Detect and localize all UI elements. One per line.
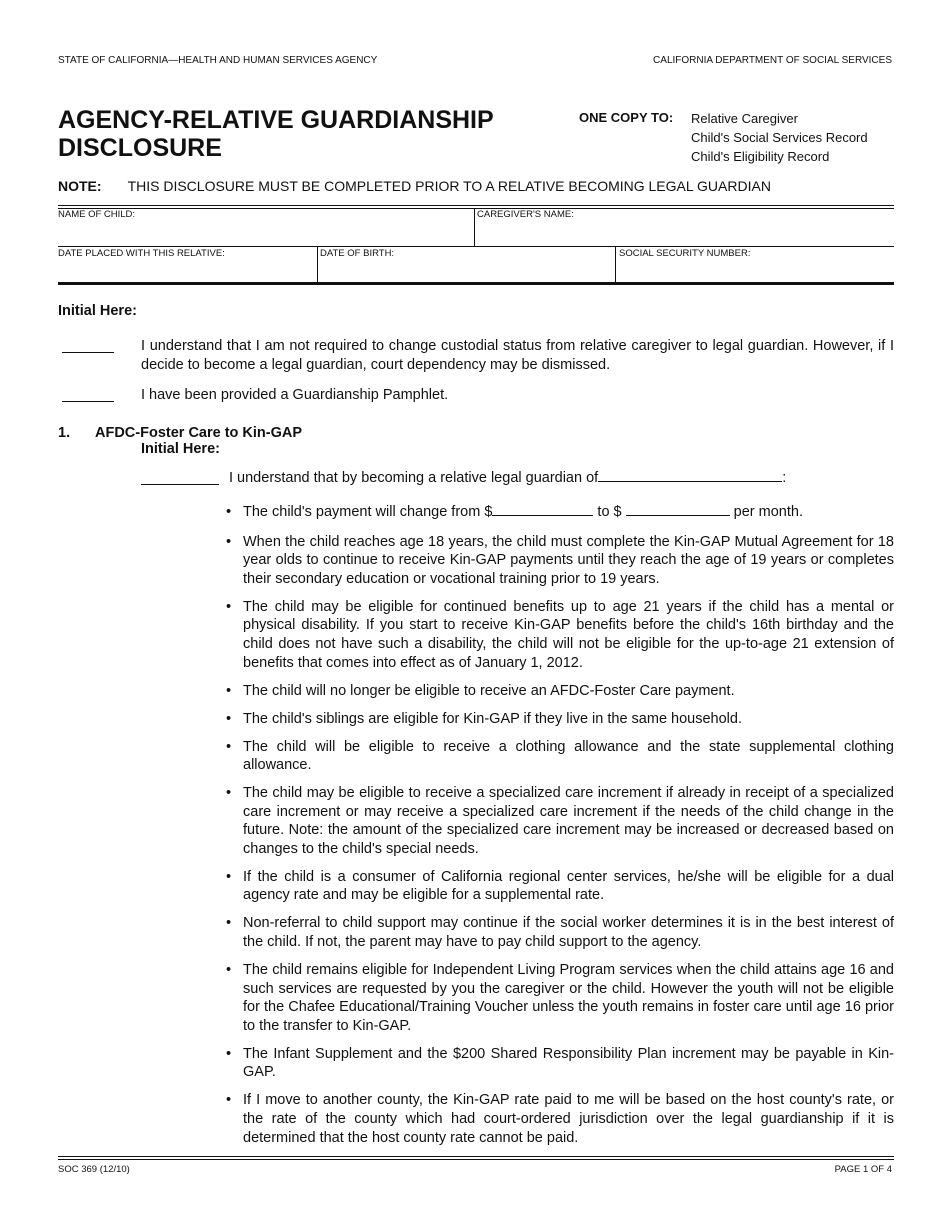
list-item: • If I move to another county, the Kin-GAP rate paid to me will be based on the host county's rate, or the rate of the county which had court-ordered jurisdiction over the legal guardianship if it is determined that the host county rate cannot be paid. <box>226 1091 894 1147</box>
list-item: • The Infant Supplement and the $200 Shared Responsibility Plan increment may be payable in Kin-GAP. <box>226 1045 894 1082</box>
colon: : <box>782 470 787 486</box>
footer-rule <box>58 1156 894 1157</box>
payment-to-blank[interactable] <box>626 504 730 516</box>
title-line-2: DISCLOSURE <box>58 134 222 162</box>
payment-from-blank[interactable] <box>492 504 593 516</box>
initial-blank[interactable] <box>62 340 114 358</box>
copy-to-label: ONE COPY TO: <box>579 110 674 125</box>
form-divider <box>317 246 318 282</box>
copy-recipient: Child's Social Services Record <box>691 130 868 145</box>
page-title <box>58 106 494 162</box>
form-rule-middle <box>58 246 894 247</box>
payment-middle: to $ <box>597 504 622 520</box>
department-name: CALIFORNIA DEPARTMENT OF SOCIAL SERVICES <box>653 55 892 66</box>
caregiver-name-label: CAREGIVER'S NAME: <box>477 209 574 220</box>
copy-recipient: Child's Eligibility Record <box>691 149 830 164</box>
kingap-bullet-list <box>226 503 894 1157</box>
child-name-blank[interactable] <box>598 470 782 482</box>
list-item: • The child may be eligible to receive a specialized care increment if already in receipt of a specialized care increment or may receive a specialized care increment if the needs of the child change in the future. Note: the amount of the specialized care increment may be increased or decreased based on changes to the child's special needs. <box>226 784 894 858</box>
section-initial-blank[interactable] <box>141 472 219 490</box>
agency-name: STATE OF CALIFORNIA—HEALTH AND HUMAN SERVICES AGENCY <box>58 55 378 66</box>
note-line <box>58 178 771 194</box>
list-item: • The child may be eligible for continued benefits up to age 21 years if the child has a mental or physical disability. If you start to receive Kin-GAP benefits before the child's 16th birthday and the child does not have such a disability, the child will not be eligible for the up-to-age 21 extension of benefits that comes into effect as of January 1, 2012. <box>226 598 894 672</box>
form-rule-top <box>58 205 894 206</box>
payment-bullet <box>226 503 894 522</box>
list-item: • The child remains eligible for Independent Living Program services when the child attains age 16 and such services are requested by you the caregiver or the child. However the youth will not be eligible for the Chafee Educational/Training Voucher unless the youth remains in foster care until age 16 prior to the transfer to Kin-GAP. <box>226 961 894 1035</box>
footer-rule-inner <box>58 1159 894 1160</box>
name-of-child-label: NAME OF CHILD: <box>58 209 136 220</box>
date-placed-label: DATE PLACED WITH THIS RELATIVE: <box>58 248 225 259</box>
initial-here-heading: Initial Here: <box>58 303 137 319</box>
date-of-birth-label: DATE OF BIRTH: <box>320 248 395 259</box>
list-item: • The child will no longer be eligible to receive an AFDC-Foster Care payment. <box>226 682 894 701</box>
note-label: NOTE: <box>58 178 102 194</box>
list-item: • If the child is a consumer of California regional center services, he/she will be eligible for a dual agency rate and may be eligible for a supplemental rate. <box>226 868 894 905</box>
form-id: SOC 369 (12/10) <box>58 1164 130 1175</box>
section-initial-here: Initial Here: <box>141 441 220 457</box>
form-divider <box>615 246 616 282</box>
list-item: • The child will be eligible to receive a clothing allowance and the state supplemental clothing allowance. <box>226 738 894 775</box>
form-rule-bottom <box>58 282 894 285</box>
guardian-statement-text: I understand that by becoming a relative legal guardian of <box>229 470 599 486</box>
initial-blank[interactable] <box>62 389 114 407</box>
list-item: • The child's siblings are eligible for Kin-GAP if they live in the same household. <box>226 710 894 729</box>
list-item: • Non-referral to child support may continue if the social worker determines it is in the best interest of the child. If not, the parent may have to pay child support to the agency. <box>226 914 894 951</box>
form-divider <box>474 208 475 246</box>
initial-statement-1: I understand that I am not required to change custodial status from relative caregiver to legal guardian. However, if I decide to become a legal guardian, court dependency may be dismissed. <box>141 338 894 373</box>
payment-suffix: per month. <box>733 504 803 520</box>
form-rule-top-inner <box>58 208 894 209</box>
child-info-form <box>58 205 894 285</box>
list-item: • When the child reaches age 18 years, the child must complete the Kin-GAP Mutual Agreement for 18 year olds to continue to receive Kin-GAP payments until they reach the age of 19 years or completes their secondary education or vocational training prior to 19 years. <box>226 533 894 589</box>
note-text: THIS DISCLOSURE MUST BE COMPLETED PRIOR TO A RELATIVE BECOMING LEGAL GUARDIAN <box>127 178 771 194</box>
section-title: AFDC-Foster Care to Kin-GAP <box>95 425 303 441</box>
ssn-label: SOCIAL SECURITY NUMBER: <box>619 248 751 259</box>
page-number: PAGE 1 OF 4 <box>834 1164 892 1175</box>
section-number: 1. <box>58 425 71 441</box>
guardian-statement <box>229 469 786 488</box>
title-line-1: AGENCY-RELATIVE GUARDIANSHIP <box>58 106 494 134</box>
copy-to-list <box>691 109 868 166</box>
payment-prefix: The child's payment will change from $ <box>243 504 493 520</box>
copy-recipient: Relative Caregiver <box>691 111 798 126</box>
initial-statement-2: I have been provided a Guardianship Pamphlet. <box>141 387 449 403</box>
